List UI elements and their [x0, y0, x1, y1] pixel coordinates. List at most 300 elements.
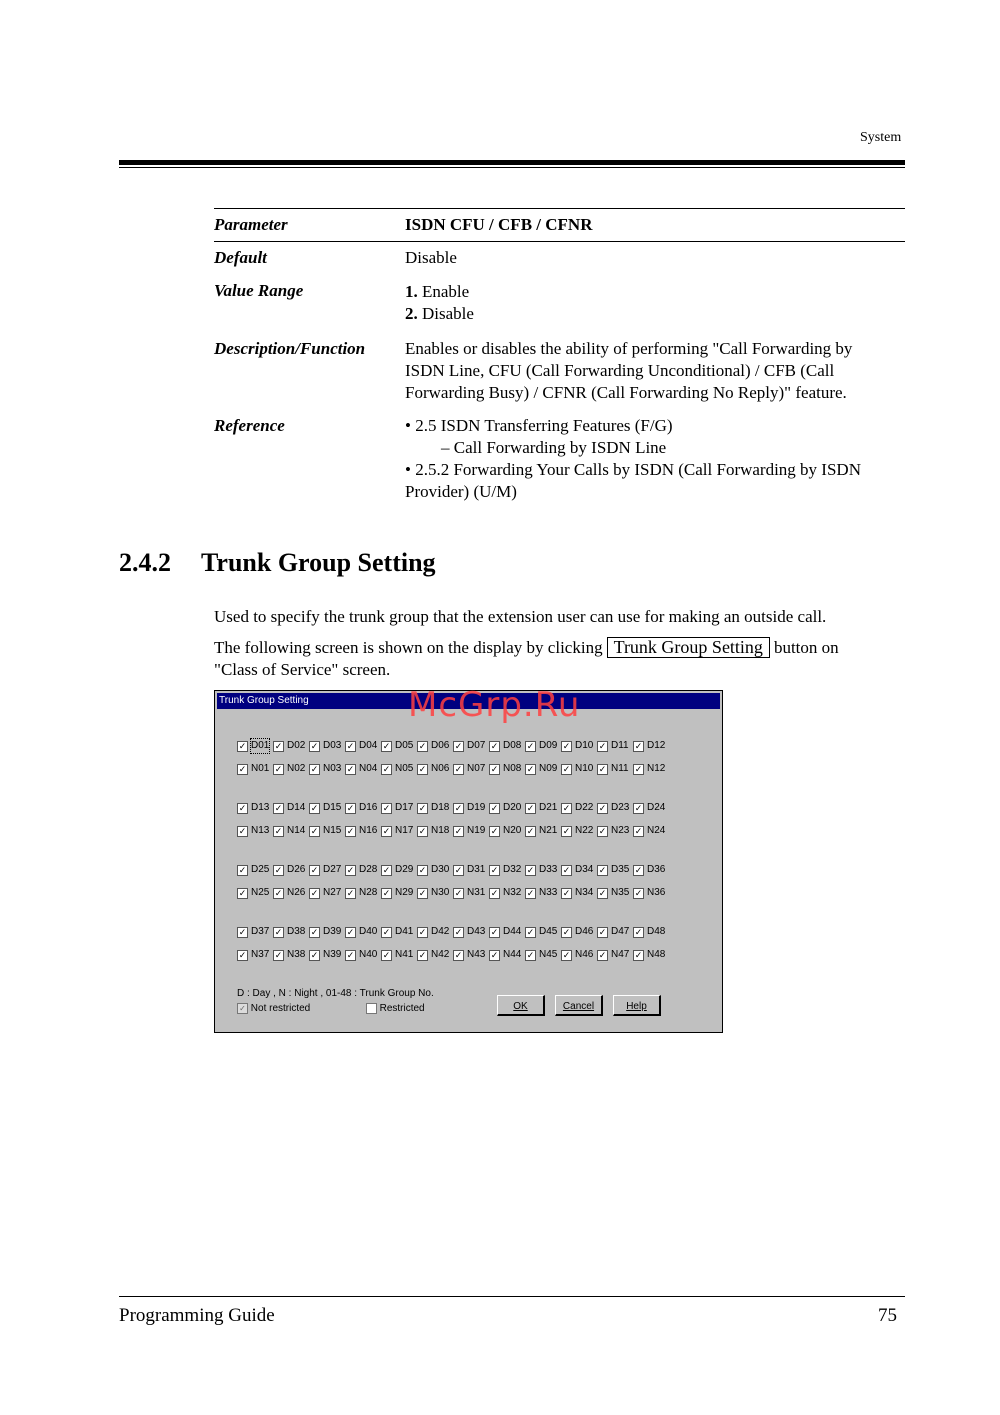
checkbox-box[interactable]: ✓ — [598, 826, 607, 836]
checkbox-box[interactable]: ✓ — [310, 888, 319, 898]
checkbox-label: N23 — [611, 825, 630, 836]
trunk-checkbox-d33[interactable] — [525, 863, 561, 877]
trunk-checkbox-d43[interactable] — [453, 925, 489, 939]
checkbox-box[interactable]: ✓ — [526, 803, 535, 813]
trunk-checkbox-n24[interactable] — [633, 824, 669, 838]
checkbox-box[interactable]: ✓ — [454, 826, 463, 836]
trunk-checkbox-d19[interactable] — [453, 801, 489, 815]
description-text — [405, 338, 852, 404]
trunk-checkbox-n29[interactable] — [381, 886, 417, 900]
checkbox-box[interactable]: ✓ — [238, 950, 247, 960]
checkbox-box[interactable]: ✓ — [454, 888, 463, 898]
restricted-label: Restricted — [379, 1003, 425, 1015]
table-header-rule — [214, 241, 905, 242]
checkbox-label: D19 — [467, 802, 486, 813]
checkbox-box[interactable]: ✓ — [238, 927, 247, 937]
trunk-checkbox-n01[interactable] — [237, 762, 273, 776]
checkbox-label: N29 — [395, 887, 414, 898]
checkbox-label: N47 — [611, 949, 630, 960]
checkbox-label: N42 — [431, 949, 450, 960]
checkbox-box[interactable]: ✓ — [634, 741, 643, 751]
checkbox-box[interactable]: ✓ — [634, 927, 643, 937]
trunk-checkbox-n12[interactable] — [633, 762, 669, 776]
dialog-titlebar: Trunk Group Setting — [217, 693, 720, 709]
checkbox-box[interactable]: ✓ — [634, 803, 643, 813]
checkbox-box[interactable]: ✓ — [634, 764, 643, 774]
checkbox-box[interactable]: ✓ — [526, 764, 535, 774]
checkbox-label: D08 — [503, 740, 522, 751]
checkbox-label: N19 — [467, 825, 486, 836]
trunk-checkbox-d18[interactable] — [417, 801, 453, 815]
checkbox-label: N31 — [467, 887, 486, 898]
trunk-checkbox-d07[interactable] — [453, 739, 489, 753]
trunk-checkbox-d40[interactable] — [345, 925, 381, 939]
trunk-checkbox-n07[interactable] — [453, 762, 489, 776]
checkbox-label: N40 — [359, 949, 378, 960]
checkbox-label: D29 — [395, 864, 414, 875]
checkbox-label: N24 — [647, 825, 666, 836]
trunk-checkbox-d45[interactable] — [525, 925, 561, 939]
checkbox-label: D32 — [503, 864, 522, 875]
trunk-checkbox-d28[interactable] — [345, 863, 381, 877]
checkbox-box[interactable]: ✓ — [634, 950, 643, 960]
checkbox-box[interactable]: ✓ — [382, 764, 391, 774]
trunk-checkbox-n45[interactable] — [525, 948, 561, 962]
trunk-checkbox-n10[interactable] — [561, 762, 597, 776]
trunk-checkbox-d02[interactable] — [273, 739, 309, 753]
checkbox-box[interactable]: ✓ — [490, 865, 499, 875]
checkbox-box[interactable]: ✓ — [418, 803, 427, 813]
checkbox-label: D16 — [359, 802, 378, 813]
checkbox-label: D01 — [251, 740, 270, 751]
checkbox-box[interactable]: ✓ — [490, 741, 499, 751]
checkbox-label: N33 — [539, 887, 558, 898]
header-rule-thin — [119, 167, 905, 168]
trunk-checkbox-n23[interactable] — [597, 824, 633, 838]
checkbox-box[interactable]: ✓ — [310, 927, 319, 937]
checkbox-box[interactable]: ✓ — [598, 927, 607, 937]
trunk-checkbox-n41[interactable] — [381, 948, 417, 962]
checkbox-box[interactable]: ✓ — [382, 865, 391, 875]
help-button[interactable]: Help — [613, 995, 661, 1016]
checkbox-box[interactable]: ✓ — [238, 764, 247, 774]
trunk-checkbox-d22[interactable] — [561, 801, 597, 815]
trunk-checkbox-d06[interactable] — [417, 739, 453, 753]
checkbox-box[interactable]: ✓ — [382, 741, 391, 751]
checkbox-box[interactable]: ✓ — [418, 865, 427, 875]
checkbox-label: D20 — [503, 802, 522, 813]
checkbox-label: N10 — [575, 763, 594, 774]
trunk-checkbox-d14[interactable] — [273, 801, 309, 815]
checkbox-box[interactable]: ✓ — [562, 803, 571, 813]
checkbox-box[interactable]: ✓ — [634, 865, 643, 875]
trunk-checkbox-n34[interactable] — [561, 886, 597, 900]
checkbox-box[interactable]: ✓ — [310, 950, 319, 960]
checkbox-label: N45 — [539, 949, 558, 960]
trunk-checkbox-n32[interactable] — [489, 886, 525, 900]
checkbox-box[interactable]: ✓ — [346, 826, 355, 836]
checkbox-label: N15 — [323, 825, 342, 836]
checkbox-label: D41 — [395, 926, 414, 937]
checkbox-box[interactable]: ✓ — [598, 888, 607, 898]
checkbox-box[interactable]: ✓ — [418, 764, 427, 774]
range-item-number: 2. — [405, 304, 418, 323]
checkbox-label: D25 — [251, 864, 270, 875]
checkbox-box[interactable]: ✓ — [490, 764, 499, 774]
trunk-checkbox-n15[interactable] — [309, 824, 345, 838]
ok-button[interactable]: OK — [497, 995, 545, 1016]
trunk-checkbox-n42[interactable] — [417, 948, 453, 962]
checkbox-label: D38 — [287, 926, 306, 937]
trunk-checkbox-n46[interactable] — [561, 948, 597, 962]
trunk-checkbox-d17[interactable] — [381, 801, 417, 815]
checkbox-box[interactable]: ✓ — [382, 803, 391, 813]
checkbox-label: N43 — [467, 949, 486, 960]
checkbox-box[interactable]: ✓ — [490, 950, 499, 960]
checkbox-box[interactable]: ✓ — [490, 888, 499, 898]
checkbox-label: N18 — [431, 825, 450, 836]
trunk-checkbox-d48[interactable] — [633, 925, 669, 939]
checkbox-box[interactable]: ✓ — [346, 927, 355, 937]
reference-subline: – Call Forwarding by ISDN Line — [441, 438, 667, 457]
checkbox-label: D47 — [611, 926, 630, 937]
checkbox-label: N04 — [359, 763, 378, 774]
checkbox-label: D40 — [359, 926, 378, 937]
checkbox-label: N03 — [323, 763, 342, 774]
trunk-checkbox-d27[interactable] — [309, 863, 345, 877]
checkbox-box[interactable]: ✓ — [598, 803, 607, 813]
trunk-checkbox-d42[interactable] — [417, 925, 453, 939]
trunk-checkbox-d32[interactable] — [489, 863, 525, 877]
checkbox-box[interactable]: ✓ — [310, 803, 319, 813]
trunk-checkbox-d26[interactable] — [273, 863, 309, 877]
checkbox-label: D09 — [539, 740, 558, 751]
trunk-checkbox-d12[interactable] — [633, 739, 669, 753]
checkbox-label: N26 — [287, 887, 306, 898]
checkbox-box[interactable]: ✓ — [634, 826, 643, 836]
checkbox-box[interactable]: ✓ — [346, 865, 355, 875]
trunk-checkbox-d15[interactable] — [309, 801, 345, 815]
checkbox-label: D45 — [539, 926, 558, 937]
trunk-checkbox-n18[interactable] — [417, 824, 453, 838]
value-range-label: Value Range — [214, 281, 304, 300]
checkbox-label: D30 — [431, 864, 450, 875]
checkbox-box[interactable]: ✓ — [562, 865, 571, 875]
checkbox-box[interactable]: ✓ — [526, 888, 535, 898]
trunk-checkbox-n39[interactable] — [309, 948, 345, 962]
default-value: Disable — [405, 248, 457, 267]
checkbox-label: D22 — [575, 802, 594, 813]
checkbox-label: D10 — [575, 740, 594, 751]
checkbox-box[interactable]: ✓ — [526, 741, 535, 751]
checkbox-box[interactable]: ✓ — [346, 764, 355, 774]
trunk-checkbox-n37[interactable] — [237, 948, 273, 962]
trunk-checkbox-d13[interactable] — [237, 801, 273, 815]
trunk-checkbox-n48[interactable] — [633, 948, 669, 962]
checkbox-box[interactable]: ✓ — [310, 865, 319, 875]
checkbox-label: N11 — [611, 763, 629, 774]
checkbox-box[interactable]: ✓ — [382, 950, 391, 960]
checkbox-box[interactable]: ✓ — [346, 888, 355, 898]
trunk-checkbox-n38[interactable] — [273, 948, 309, 962]
checkbox-box[interactable]: ✓ — [562, 764, 571, 774]
checkbox-label: D04 — [359, 740, 378, 751]
trunk-checkbox-n02[interactable] — [273, 762, 309, 776]
checkbox-box[interactable]: ✓ — [526, 950, 535, 960]
checkbox-box[interactable]: ✓ — [454, 865, 463, 875]
checkbox-box[interactable]: ✓ — [418, 741, 427, 751]
range-item-number: 1. — [405, 282, 418, 301]
trunk-checkbox-n05[interactable] — [381, 762, 417, 776]
not-restricted-label: Not restricted — [250, 1003, 311, 1015]
checkbox-box[interactable]: ✓ — [346, 803, 355, 813]
trunk-checkbox-n21[interactable] — [525, 824, 561, 838]
checkbox-label: D28 — [359, 864, 378, 875]
trunk-checkbox-n22[interactable] — [561, 824, 597, 838]
checkbox-label: D46 — [575, 926, 594, 937]
checkbox-label: N20 — [503, 825, 522, 836]
checkbox-box[interactable]: ✓ — [490, 803, 499, 813]
range-item-text: Enable — [422, 282, 470, 301]
section-title: Trunk Group Setting — [201, 548, 436, 577]
trunk-checkbox-d39[interactable] — [309, 925, 345, 939]
trunk-checkbox-n26[interactable] — [273, 886, 309, 900]
checkbox-label: D17 — [395, 802, 414, 813]
trunk-checkbox-n30[interactable] — [417, 886, 453, 900]
checkbox-box[interactable]: ✓ — [346, 741, 355, 751]
trunk-checkbox-n14[interactable] — [273, 824, 309, 838]
checkbox-box[interactable]: ✓ — [274, 826, 283, 836]
trunk-checkbox-d35[interactable] — [597, 863, 633, 877]
legend-text: D : Day , N : Night , 01-48 : Trunk Group No. — [237, 988, 434, 999]
trunk-checkbox-d44[interactable] — [489, 925, 525, 939]
checkbox-box[interactable]: ✓ — [346, 950, 355, 960]
range-item-text: Disable — [422, 304, 474, 323]
checkbox-box[interactable]: ✓ — [490, 927, 499, 937]
trunk-checkbox-n17[interactable] — [381, 824, 417, 838]
checkbox-box[interactable]: ✓ — [454, 950, 463, 960]
checkbox-box[interactable]: ✓ — [634, 888, 643, 898]
checkbox-box[interactable]: ✓ — [238, 826, 247, 836]
restricted-checkbox-sample — [366, 1003, 377, 1014]
checkbox-label: N34 — [575, 887, 594, 898]
trunk-checkbox-d09[interactable] — [525, 739, 561, 753]
checkbox-label: D03 — [323, 740, 342, 751]
trunk-checkbox-d08[interactable] — [489, 739, 525, 753]
value-range-item — [405, 281, 474, 303]
checkbox-box[interactable]: ✓ — [418, 927, 427, 937]
checkbox-label: N48 — [647, 949, 666, 960]
checkbox-label: N02 — [287, 763, 306, 774]
checkbox-label: D12 — [647, 740, 666, 751]
checkbox-box[interactable]: ✓ — [310, 826, 319, 836]
checkbox-label: D15 — [323, 802, 342, 813]
checkbox-box[interactable]: ✓ — [526, 927, 535, 937]
checkbox-label: N25 — [251, 887, 270, 898]
checkbox-box[interactable]: ✓ — [274, 764, 283, 774]
trunk-checkbox-n16[interactable] — [345, 824, 381, 838]
trunk-checkbox-d36[interactable] — [633, 863, 669, 877]
parameter-value: ISDN CFU / CFB / CFNR — [405, 215, 593, 234]
checkbox-box[interactable]: ✓ — [562, 741, 571, 751]
checkbox-box[interactable]: ✓ — [526, 826, 535, 836]
trunk-checkbox-d37[interactable] — [237, 925, 273, 939]
checkbox-box[interactable]: ✓ — [310, 741, 319, 751]
checkbox-box[interactable]: ✓ — [382, 826, 391, 836]
trunk-checkbox-d16[interactable] — [345, 801, 381, 815]
checkbox-box[interactable]: ✓ — [382, 888, 391, 898]
trunk-checkbox-d20[interactable] — [489, 801, 525, 815]
checkbox-label: D48 — [647, 926, 666, 937]
footer-rule — [119, 1296, 905, 1297]
trunk-checkbox-n09[interactable] — [525, 762, 561, 776]
checkbox-label: D14 — [287, 802, 306, 813]
watermark: McGrp.Ru — [408, 685, 581, 725]
checkbox-label: N14 — [287, 825, 306, 836]
checkbox-box[interactable]: ✓ — [490, 826, 499, 836]
checkbox-box[interactable]: ✓ — [526, 865, 535, 875]
checkbox-label: D07 — [467, 740, 486, 751]
checkbox-label: D26 — [287, 864, 306, 875]
checkbox-label: N46 — [575, 949, 594, 960]
trunk-checkbox-d34[interactable] — [561, 863, 597, 877]
cancel-button[interactable]: Cancel — [555, 995, 603, 1016]
body-paragraph-2 — [214, 637, 914, 681]
checkbox-box[interactable]: ✓ — [238, 741, 247, 751]
trunk-checkbox-d11[interactable] — [597, 739, 633, 753]
checkbox-box[interactable]: ✓ — [382, 927, 391, 937]
checkbox-box[interactable]: ✓ — [274, 741, 283, 751]
trunk-checkbox-d01[interactable] — [237, 739, 273, 753]
value-range-list — [405, 281, 474, 325]
trunk-checkbox-n20[interactable] — [489, 824, 525, 838]
trunk-checkbox-d29[interactable] — [381, 863, 417, 877]
trunk-checkbox-n28[interactable] — [345, 886, 381, 900]
trunk-checkbox-d21[interactable] — [525, 801, 561, 815]
checkbox-box[interactable]: ✓ — [562, 950, 571, 960]
checkbox-label: D31 — [467, 864, 486, 875]
checkbox-label: N44 — [503, 949, 522, 960]
checkbox-label: D24 — [647, 802, 666, 813]
checkbox-label: D27 — [323, 864, 342, 875]
reference-line: • 2.5 ISDN Transferring Features (F/G) — [405, 416, 673, 435]
checkbox-box[interactable]: ✓ — [562, 927, 571, 937]
checkbox-label: D35 — [611, 864, 630, 875]
trunk-checkbox-d04[interactable] — [345, 739, 381, 753]
checkbox-label: N21 — [539, 825, 558, 836]
body-paragraph: Used to specify the trunk group that the extension user can use for making an outside call. — [214, 607, 827, 626]
trunk-checkbox-n03[interactable] — [309, 762, 345, 776]
checkbox-label: D18 — [431, 802, 450, 813]
checkbox-box[interactable]: ✓ — [598, 865, 607, 875]
trunk-checkbox-d30[interactable] — [417, 863, 453, 877]
checkbox-box[interactable]: ✓ — [238, 865, 247, 875]
trunk-checkbox-n27[interactable] — [309, 886, 345, 900]
checkbox-box[interactable]: ✓ — [598, 950, 607, 960]
trunk-checkbox-n11[interactable] — [597, 762, 633, 776]
checkbox-box[interactable]: ✓ — [418, 950, 427, 960]
checkbox-box[interactable]: ✓ — [274, 888, 283, 898]
trunk-checkbox-n04[interactable] — [345, 762, 381, 776]
checkbox-label: N36 — [647, 887, 666, 898]
checkbox-box[interactable]: ✓ — [454, 927, 463, 937]
checkbox-label: N16 — [359, 825, 378, 836]
trunk-checkbox-n19[interactable] — [453, 824, 489, 838]
checkbox-box[interactable]: ✓ — [454, 741, 463, 751]
trunk-checkbox-n33[interactable] — [525, 886, 561, 900]
trunk-checkbox-d31[interactable] — [453, 863, 489, 877]
checkbox-label: D37 — [251, 926, 270, 937]
checkbox-label: D21 — [539, 802, 558, 813]
trunk-checkbox-d38[interactable] — [273, 925, 309, 939]
default-label: Default — [214, 248, 267, 267]
checkbox-label: N27 — [323, 887, 342, 898]
body-text: The following screen is shown on the display by clicking — [214, 638, 603, 657]
reference-line: • 2.5.2 Forwarding Your Calls by ISDN (Call Forwarding by ISDN — [405, 460, 861, 479]
checkbox-box[interactable]: ✓ — [238, 803, 247, 813]
checkbox-label: D11 — [611, 740, 629, 751]
trunk-checkbox-n44[interactable] — [489, 948, 525, 962]
trunk-checkbox-d05[interactable] — [381, 739, 417, 753]
checkbox-box[interactable]: ✓ — [274, 865, 283, 875]
trunk-checkbox-n06[interactable] — [417, 762, 453, 776]
checkbox-label: D05 — [395, 740, 414, 751]
reference-line: Provider) (U/M) — [405, 482, 517, 501]
description-line: Forwarding Busy) / CFNR (Call Forwarding No Reply)" feature. — [405, 383, 847, 402]
trunk-checkbox-d10[interactable] — [561, 739, 597, 753]
header-rule-thick — [119, 160, 905, 165]
trunk-checkbox-d47[interactable] — [597, 925, 633, 939]
trunk-checkbox-n35[interactable] — [597, 886, 633, 900]
trunk-checkbox-n13[interactable] — [237, 824, 273, 838]
checkbox-label: D06 — [431, 740, 450, 751]
checkbox-box[interactable]: ✓ — [418, 888, 427, 898]
trunk-checkbox-d23[interactable] — [597, 801, 633, 815]
checkbox-box[interactable]: ✓ — [454, 803, 463, 813]
trunk-checkbox-n08[interactable] — [489, 762, 525, 776]
checkbox-box[interactable]: ✓ — [562, 826, 571, 836]
trunk-checkbox-n31[interactable] — [453, 886, 489, 900]
checkbox-box[interactable]: ✓ — [310, 764, 319, 774]
description-line: ISDN Line, CFU (Call Forwarding Unconditional) / CFB (Call — [405, 361, 835, 380]
trunk-checkbox-n47[interactable] — [597, 948, 633, 962]
checkbox-label: N01 — [251, 763, 270, 774]
checkbox-box[interactable]: ✓ — [238, 888, 247, 898]
checkbox-label: N32 — [503, 887, 522, 898]
checkbox-label: N08 — [503, 763, 522, 774]
checkbox-box[interactable]: ✓ — [598, 741, 607, 751]
trunk-checkbox-n36[interactable] — [633, 886, 669, 900]
checkbox-box[interactable]: ✓ — [562, 888, 571, 898]
trunk-checkbox-n43[interactable] — [453, 948, 489, 962]
trunk-checkbox-n25[interactable] — [237, 886, 273, 900]
trunk-checkbox-n40[interactable] — [345, 948, 381, 962]
checkbox-box[interactable]: ✓ — [598, 764, 607, 774]
trunk-checkbox-d46[interactable] — [561, 925, 597, 939]
checkbox-box[interactable]: ✓ — [418, 826, 427, 836]
checkbox-label: D23 — [611, 802, 630, 813]
trunk-checkbox-d03[interactable] — [309, 739, 345, 753]
trunk-checkbox-d24[interactable] — [633, 801, 669, 815]
checkbox-box[interactable]: ✓ — [274, 950, 283, 960]
checkbox-label: D43 — [467, 926, 486, 937]
checkbox-box[interactable]: ✓ — [454, 764, 463, 774]
body-text: button on — [773, 638, 839, 657]
checkbox-box[interactable]: ✓ — [274, 803, 283, 813]
trunk-checkbox-d25[interactable] — [237, 863, 273, 877]
checkbox-box[interactable]: ✓ — [274, 927, 283, 937]
trunk-checkbox-d41[interactable] — [381, 925, 417, 939]
